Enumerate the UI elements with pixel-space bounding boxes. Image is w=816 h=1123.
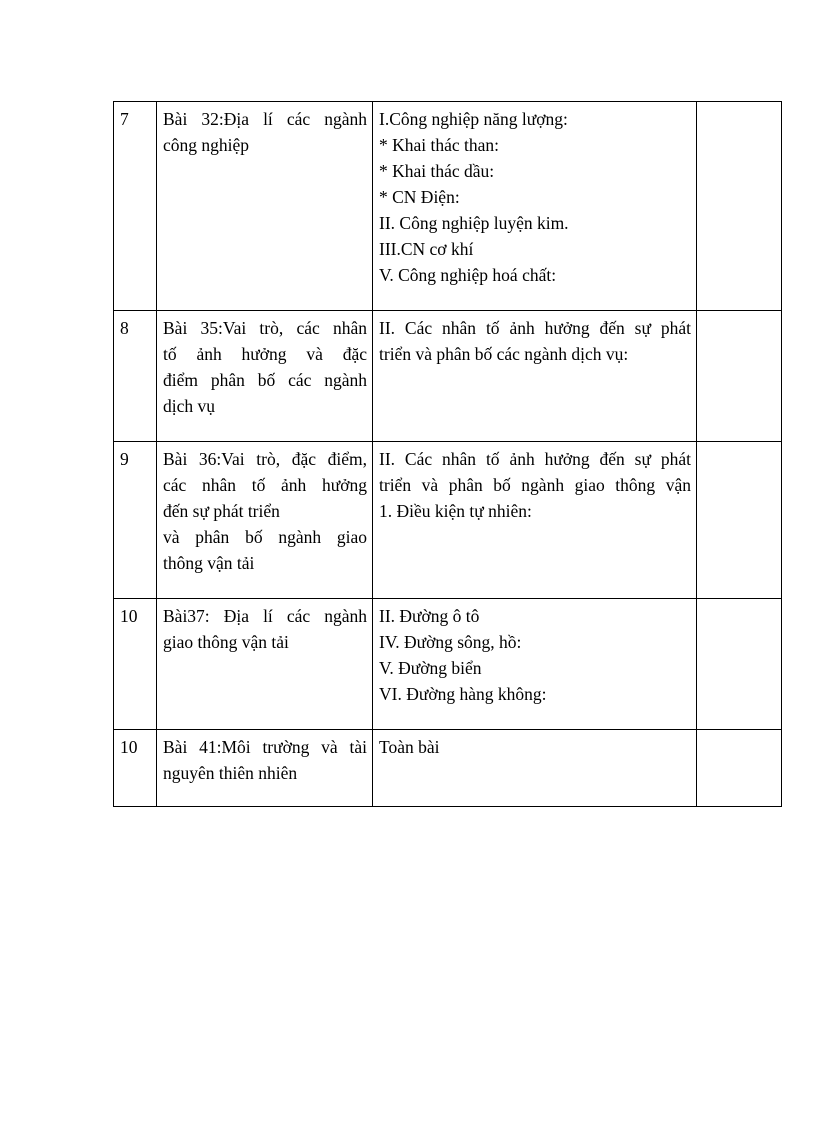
lesson-line: Bài37: Địa lí các ngành [163, 606, 367, 626]
lesson-line: các nhân tố ảnh hưởng [163, 475, 367, 495]
content-line: V. Đường biển [379, 658, 482, 678]
note-cell [697, 442, 782, 599]
row-number: 8 [120, 318, 129, 338]
content-cell [373, 442, 697, 599]
row-number-cell [114, 599, 157, 730]
note-cell [697, 311, 782, 442]
lesson-line: thông vận tải [163, 553, 255, 573]
note-cell [697, 102, 782, 311]
lesson-cell [157, 311, 373, 442]
content-line: II. Các nhân tố ảnh hưởng đến sự phát [379, 318, 691, 338]
lesson-line: nguyên thiên nhiên [163, 763, 298, 783]
content-line: III.CN cơ khí [379, 239, 474, 259]
content-line: Toàn bài [379, 737, 440, 757]
content-line: * Khai thác than: [379, 135, 500, 155]
content-line: IV. Đường sông, hồ: [379, 632, 522, 652]
content-line: triển và phân bố ngành giao thông vận [379, 475, 691, 495]
note-cell [697, 730, 782, 807]
note-cell [697, 599, 782, 730]
lesson-line: Bài 41:Môi trường và tài [163, 737, 367, 757]
content-line: II. Các nhân tố ảnh hưởng đến sự phát [379, 449, 691, 469]
row-number-cell [114, 442, 157, 599]
lesson-line: dịch vụ [163, 396, 216, 416]
row-number: 10 [120, 606, 138, 626]
row-number-cell [114, 730, 157, 807]
table-row [114, 442, 782, 599]
content-cell [373, 311, 697, 442]
row-number: 9 [120, 449, 129, 469]
content-line: I.Công nghiệp năng lượng: [379, 109, 568, 129]
table-row [114, 311, 782, 442]
table-row [114, 599, 782, 730]
content-cell [373, 599, 697, 730]
lesson-cell [157, 442, 373, 599]
row-number-cell [114, 311, 157, 442]
lesson-cell [157, 730, 373, 807]
content-cell [373, 102, 697, 311]
lesson-line: công nghiệp [163, 135, 250, 155]
lesson-line: và phân bố ngành giao [163, 527, 367, 547]
curriculum-table [113, 101, 782, 807]
content-line: 1. Điều kiện tự nhiên: [379, 501, 532, 521]
lesson-line: Bài 32:Địa lí các ngành [163, 109, 367, 129]
content-line: triển và phân bố các ngành dịch vụ: [379, 344, 629, 364]
row-number: 7 [120, 109, 129, 129]
lesson-line: Bài 36:Vai trò, đặc điểm, [163, 449, 367, 469]
lesson-line: Bài 35:Vai trò, các nhân [163, 318, 367, 338]
lesson-line: tố ảnh hưởng và đặc [163, 344, 367, 364]
content-line: II. Đường ô tô [379, 606, 480, 626]
table-row [114, 102, 782, 311]
row-number-cell [114, 102, 157, 311]
table-row [114, 730, 782, 807]
content-cell [373, 730, 697, 807]
lesson-line: giao thông vận tải [163, 632, 289, 652]
content-line: * CN Điện: [379, 187, 460, 207]
content-line: VI. Đường hàng không: [379, 684, 547, 704]
content-line: * Khai thác dầu: [379, 161, 495, 181]
lesson-cell [157, 599, 373, 730]
content-line: II. Công nghiệp luyện kim. [379, 213, 569, 233]
lesson-line: điểm phân bố các ngành [163, 370, 367, 390]
content-line: V. Công nghiệp hoá chất: [379, 265, 557, 285]
lesson-cell [157, 102, 373, 311]
row-number: 10 [120, 737, 138, 757]
lesson-line: đến sự phát triển [163, 501, 280, 521]
